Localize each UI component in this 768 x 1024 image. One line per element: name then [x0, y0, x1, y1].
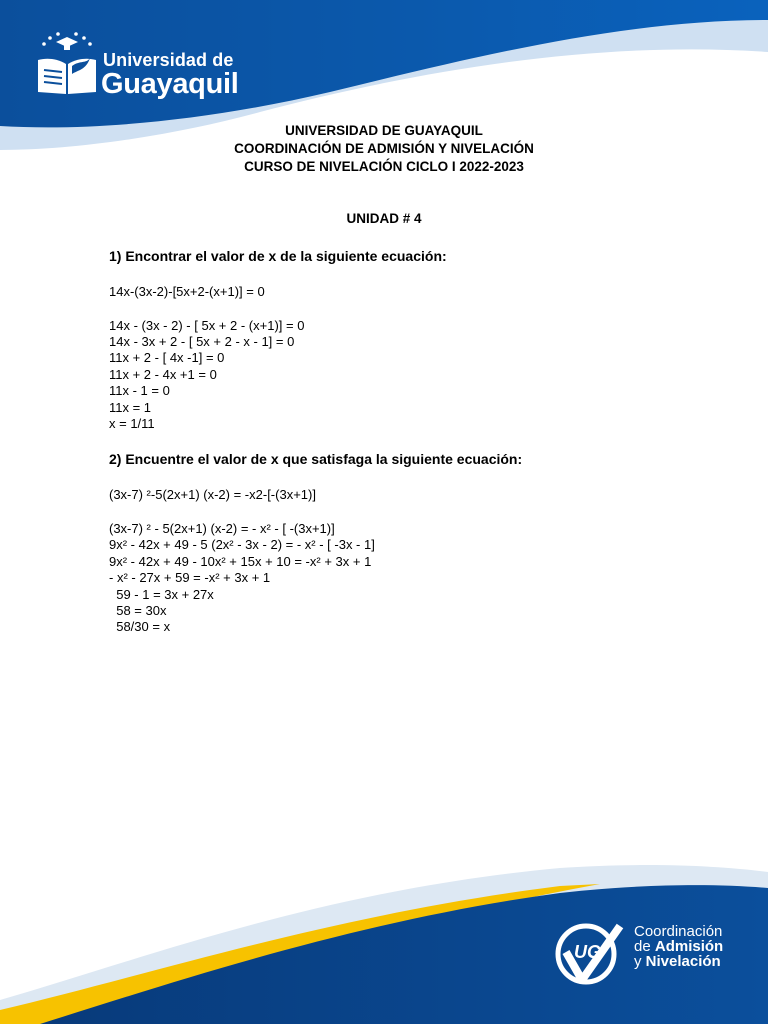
problem2-step: 59 - 1 = 3x + 27x [109, 587, 214, 602]
ug-check-icon [554, 918, 624, 990]
problem2-step: - x² - 27x + 59 = -x² + 3x + 1 [109, 570, 271, 585]
problem2-step: 58 = 30x [109, 603, 167, 618]
problem1-title: 1) Encontrar el valor de x de la siguiente ecuación: [109, 248, 447, 264]
logo-line1: Universidad de [103, 50, 234, 70]
coordination-line3: y Nivelación [634, 953, 721, 970]
header-course: CURSO DE NIVELACIÓN CICLO I 2022-2023 [244, 159, 524, 174]
problem1-equation: 14x-(3x-2)-[5x+2-(x+1)] = 0 [109, 284, 265, 299]
problem1-step: 14x - 3x + 2 - [ 5x + 2 - x - 1] = 0 [109, 334, 295, 349]
problem2-equation: (3x-7) ²-5(2x+1) (x-2) = -x2-[-(3x+1)] [109, 487, 316, 502]
problem2-step: 9x² - 42x + 49 - 5 (2x² - 3x - 2) = - x² - [ -3x - 1] [109, 537, 375, 552]
unit-title: UNIDAD # 4 [346, 211, 422, 226]
problem1-step: 11x - 1 = 0 [109, 383, 170, 398]
header-university: UNIVERSIDAD DE GUAYAQUIL [285, 123, 483, 138]
university-crest-icon [34, 30, 100, 98]
coordination-line2: de Admisión [634, 938, 724, 955]
university-logo [34, 30, 239, 100]
problem1-step: 11x + 2 - [ 4x -1] = 0 [109, 350, 225, 365]
problem2-step: 9x² - 42x + 49 - 10x² + 15x + 10 = -x² + 3x + 1 [109, 554, 372, 569]
problem2-step: 58/30 = x [109, 619, 171, 634]
problem1-step: 14x - (3x - 2) - [ 5x + 2 - (x+1)] = 0 [109, 318, 305, 333]
svg-text:UG: UG [574, 942, 601, 962]
problem2-step: (3x-7) ² - 5(2x+1) (x-2) = - x² - [ -(3x+1)] [109, 521, 335, 536]
problem2-title: 2) Encuentre el valor de x que satisfaga la siguiente ecuación: [109, 451, 523, 467]
coordination-logo [554, 918, 754, 990]
logo-line2: Guayaquil [101, 68, 239, 100]
problem1-step: 11x = 1 [109, 400, 152, 415]
problem1-step: 11x + 2 - 4x +1 = 0 [109, 367, 217, 382]
header-coordination: COORDINACIÓN DE ADMISIÓN Y NIVELACIÓN [234, 141, 534, 156]
problem1-step: x = 1/11 [109, 416, 155, 431]
coordination-line1: Coordinación [634, 923, 723, 940]
